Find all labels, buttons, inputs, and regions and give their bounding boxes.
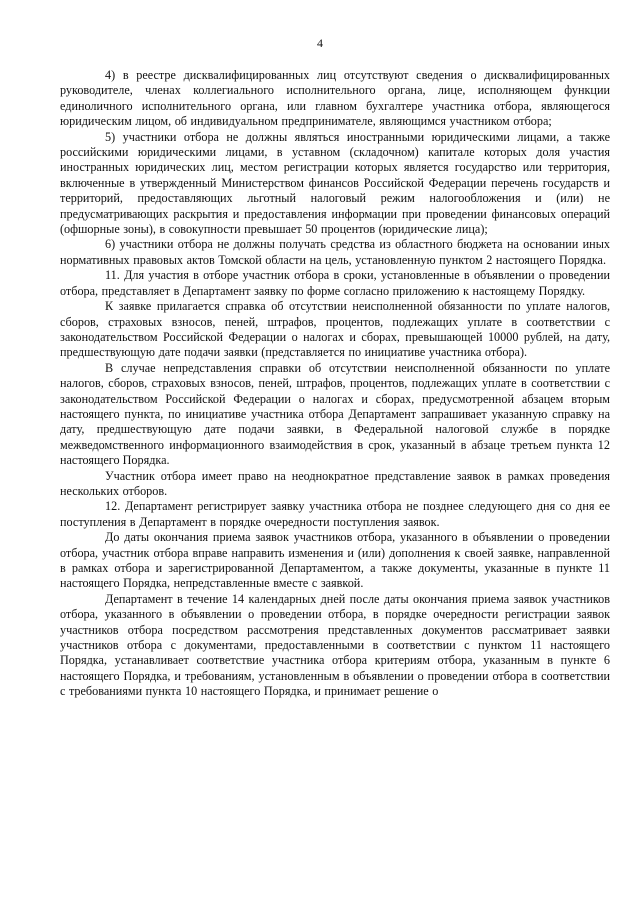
paragraph-clause-12: 12. Департамент регистрирует заявку участника отбора не позднее следующего дня со дня ее поступления в Департамент в порядке очередности поступления заявок.: [60, 499, 610, 529]
page-number: 4: [317, 36, 323, 50]
paragraph-application-changes: До даты окончания приема заявок участников отбора, указанного в объявлении о проведении отбора, участник отбора вправе направить изменения и (или) дополнения к своей заявке, направленной в рамках отбора и зарегистрированной Департаментом, а также документы, указанные в пункте 11 настоящего Порядка, непредставленные вместе с заявкой.: [60, 530, 610, 591]
paragraph-certificate-request: В случае непредставления справки об отсутствии неисполненной обязанности по уплате налогов, сборов, страховых взносов, пеней, штрафов, процентов, подлежащих уплате в соответствии с законодательством Российской Федерации о налогах и сборах, предусмотренной абзацем вторым настоящего пункта, по инициативе участника отбора Департамент запрашивает указанную справку на дату, предшествующую дате подачи заявки, в Федеральной налоговой службе в порядке межведомственного информационного взаимодействия в срок, указанный в абзаце третьем пункта 12 настоящего Порядка.: [60, 360, 610, 468]
paragraph-repeat-applications: Участник отбора имеет право на неоднократное представление заявок в рамках проведения нескольких отборов.: [60, 468, 610, 498]
paragraph-clause-11: 11. Для участия в отборе участник отбора в сроки, установленные в объявлении о проведении отбора, представляет в Департамент заявку по форме согласно приложению к настоящему Порядку.: [60, 268, 610, 298]
paragraph-item-6-regional-budget: 6) участники отбора не должны получать средства из областного бюджета на основании иных нормативных правовых актов Томской области на цель, установленную пунктом 2 настоящего Порядка.: [60, 237, 610, 267]
paragraph-item-5-foreign-entities: 5) участники отбора не должны являться иностранными юридическими лицами, а также российскими юридическими лицами, в уставном (складочном) капитале которых доля участия иностранных юридических лиц, местом регистрации которых является государство или территория, включенные в утвержденный Министерством финансов Российской Федерации перечень государств и территорий, предоставляющих льготный налоговый режим налогообложения и (или) не предусматривающих раскрытия и предоставления информации при проведении финансовых операций (офшорные зоны), в совокупности превышает 50 процентов (юридические лица);: [60, 129, 610, 237]
paragraph-application-review: Департамент в течение 14 календарных дней после даты окончания приема заявок участников отбора, указанного в объявлении о проведении отбора, в порядке очередности регистрации заявок участников отбора посредством рассмотрения представленных документов рассматривает заявки участников отбора с документами, предоставленными в соответствии с пунктом 11 настоящего Порядка, устанавливает соответствие участника отбора критериям отбора, указанным в пункте 6 настоящего Порядка, и требованиям, установленным в объявлении о проведении отбора в соответствии с требованиями пункта 10 настоящего Порядка, и принимает решение о: [60, 591, 610, 699]
paragraph-item-4-disqualified-registry: 4) в реестре дисквалифицированных лиц отсутствуют сведения о дисквалифицированных руководителе, членах коллегиального исполнительного органа, лице, исполняющем функции единоличного исполнительного органа, или главном бухгалтере участника отбора, являющегося юридическим лицом, об индивидуальном предпринимателе, являющимся участником отбора;: [60, 68, 610, 129]
paragraph-tax-certificate: К заявке прилагается справка об отсутствии неисполненной обязанности по уплате налогов, сборов, страховых взносов, пеней, штрафов, процентов, подлежащих уплате в соответствии с законодательством Российской Федерации о налогах и сборах, превышающей 10000 рублей, на дату, предшествующую дате подачи заявки (представляется по инициативе участника отбора).: [60, 299, 610, 360]
